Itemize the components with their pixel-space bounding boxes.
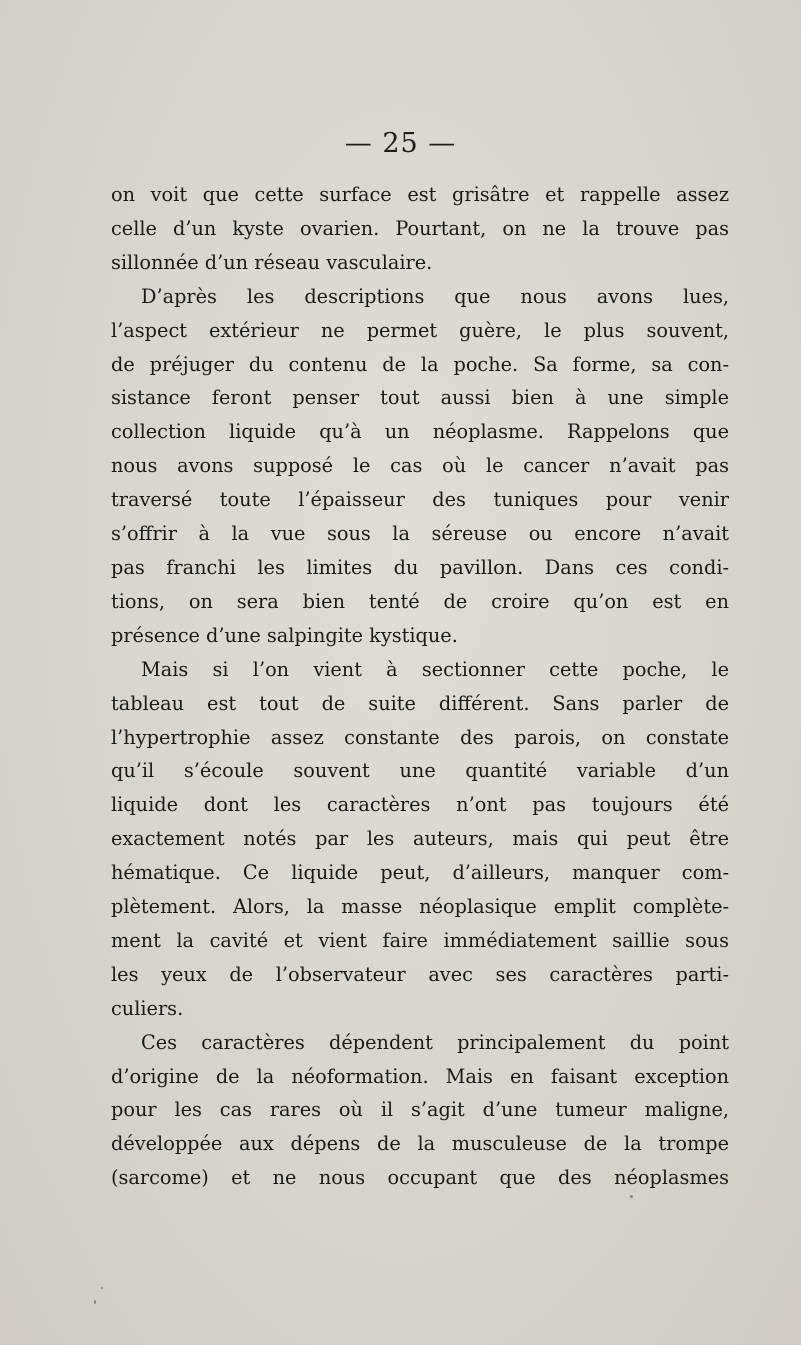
text-line: l’hypertrophie assez constante des parois, on constate — [111, 725, 729, 749]
text-line: d’origine de la néoformation. Mais en faisant exception — [111, 1064, 729, 1088]
text-line: sistance feront penser tout aussi bien à une simple — [111, 386, 729, 410]
paper-speck — [101, 1287, 103, 1289]
text-line: qu’il s’écoule souvent une quantité variable d’un — [111, 759, 729, 783]
text-line: collection liquide qu’à un néoplasme. Rappelons que — [111, 420, 729, 444]
text-line: pas franchi les limites du pavillon. Dans ces condi- — [111, 555, 729, 579]
text-line: de préjuger du contenu de la poche. Sa forme, sa con- — [111, 352, 729, 376]
text-line: culiers. — [111, 996, 184, 1020]
page-number: — 25 — — [344, 128, 457, 159]
paper-speck — [94, 1300, 96, 1304]
text-line: nous avons supposé le cas où le cancer n’avait pas — [111, 454, 729, 478]
paper-speck — [630, 1195, 633, 1198]
body-text — [111, 178, 729, 1195]
text-line: l’aspect extérieur ne permet guère, le plus souvent, — [111, 318, 729, 342]
text-line: tableau est tout de suite différent. Sans parler de — [111, 691, 729, 715]
text-line: celle d’un kyste ovarien. Pourtant, on ne la trouve pas — [111, 216, 729, 240]
text-line: plètement. Alors, la masse néoplasique emplit complète- — [111, 895, 729, 919]
text-line: tions, on sera bien tenté de croire qu’on est en — [111, 589, 729, 613]
text-line: Mais si l’on vient à sectionner cette poche, le — [141, 657, 729, 681]
text-line: hématique. Ce liquide peut, d’ailleurs, manquer com- — [111, 861, 729, 885]
text-line: pour les cas rares où il s’agit d’une tumeur maligne, — [111, 1098, 729, 1122]
text-line: exactement notés par les auteurs, mais qui peut être — [111, 827, 729, 851]
text-line: les yeux de l’observateur avec ses caractères parti- — [111, 962, 729, 986]
text-line: ment la cavité et vient faire immédiatement saillie sous — [111, 928, 729, 952]
text-line: s’offrir à la vue sous la séreuse ou encore n’avait — [111, 522, 729, 546]
text-line: sillonnée d’un réseau vasculaire. — [111, 250, 433, 274]
text-line: traversé toute l’épaisseur des tuniques pour venir — [111, 488, 729, 512]
text-line: Ces caractères dépendent principalement du point — [141, 1030, 729, 1054]
text-line: on voit que cette surface est grisâtre et rappelle assez — [111, 183, 729, 206]
text-line: présence d’une salpingite kystique. — [111, 623, 458, 647]
text-line: D’après les descriptions que nous avons lues, — [141, 284, 729, 308]
text-line: (sarcome) et ne nous occupant que des néoplasmes — [111, 1166, 729, 1190]
text-line: liquide dont les caractères n’ont pas toujours été — [111, 793, 729, 817]
text-line: développée aux dépens de la musculeuse de la trompe — [111, 1132, 729, 1156]
